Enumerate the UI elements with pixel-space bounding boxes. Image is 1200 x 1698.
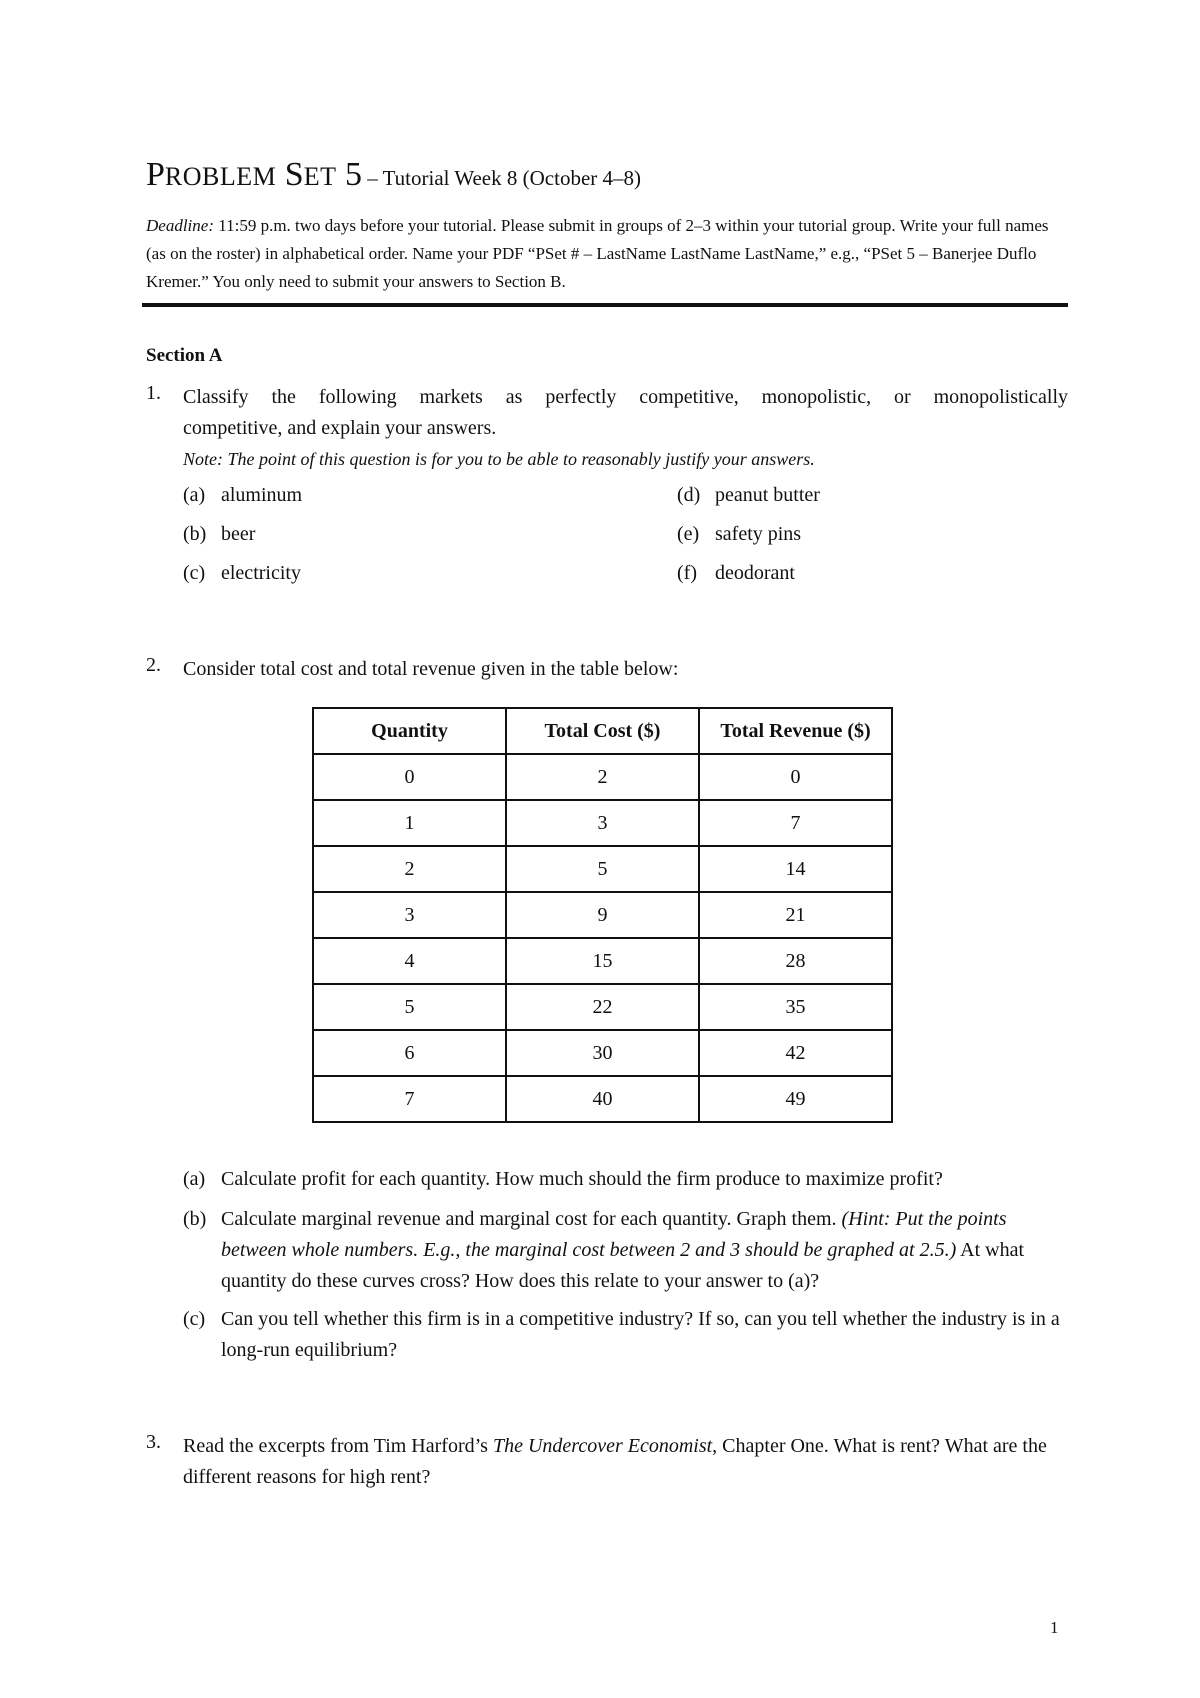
cell-total-revenue: 14 (699, 846, 892, 892)
cell-total-revenue: 7 (699, 800, 892, 846)
cell-quantity: 5 (313, 984, 506, 1030)
cell-total-cost: 15 (506, 938, 699, 984)
book-title: The Undercover Economist (492, 1435, 713, 1457)
deadline-label: Deadline: (146, 216, 214, 235)
cell-quantity: 2 (313, 846, 506, 892)
q3-text: Read the excerpts from Tim Harford’s The Undercover Economist, Chapter One. What is rent? What are the different reasons for high rent? (183, 1435, 1047, 1488)
header-divider (142, 303, 1068, 307)
title-subtitle: – Tutorial Week 8 (October 4–8) (361, 166, 642, 190)
title-s: S (284, 156, 304, 193)
q1-option-f: (f) deodorant (677, 562, 795, 584)
cost-revenue-table (312, 707, 893, 1123)
table-row (313, 846, 892, 892)
title-roblem: ROBLEM (164, 162, 277, 191)
q2-number: 2. (146, 654, 161, 676)
cell-total-revenue: 49 (699, 1076, 892, 1122)
q1-option-b: (b) beer (183, 523, 256, 545)
cell-quantity: 1 (313, 800, 506, 846)
section-a-heading: Section A (146, 345, 223, 366)
cell-total-cost: 22 (506, 984, 699, 1030)
table-header-row (313, 708, 892, 754)
cell-quantity: 3 (313, 892, 506, 938)
document-page: PROBLEM SET 5 – Tutorial Week 8 (October 4–8) Deadline: 11:59 p.m. two days before your tutorial. Please submit in groups of 2–3 within your tutorial group. Write your full names (as on the roster) in alphabetical order. Name your PDF “PSet # – LastName LastName LastName,” e.g., “PSet 5 – Banerjee Duflo Kremer.” You only need to submit your answers to Section B. Section A 1. Classify the following markets as perfectly competitive, monopolistic, or monopolistically competitive, and explain your answers. Note: The point of this question is for you to be able to reasonably justify your answers. (a) aluminum (b) beer (c) electricity (d) peanut butter (e) safety pins (f) deodorant 2. Consider total cost and total revenue given in the table below: Quantity Total Cost ($) Total Revenue ($) 0 2 0 1 3 7 2 5 14 3 9 21 4 15 28 5 22 35 6 30 42 7 40 49 (a) Calculate profit for each quantity. How much should the firm produce to maximize profit? (b) Calculate marginal revenue and marginal cost for each quantity. Graph them. (Hint: Put the points between whole numbers. E.g., the marginal cost between 2 and 3 should be graphed at 2.5.) At what quantity do these curves cross? How does this relate to your answer to (a)? (c) Can you tell whether this firm is in a competitive industry? If so, can you tell whether the industry is in a long-run equilibrium? 3. Read the excerpts from Tim Harford’s The Undercover Economist, Chapter One. What is rent? What are the different reasons for high rent? 1 (0, 0, 1200, 1698)
cell-total-revenue: 35 (699, 984, 892, 1030)
cell-total-revenue: 42 (699, 1030, 892, 1076)
q1-option-e: (e) safety pins (677, 523, 802, 545)
cell-total-cost: 2 (506, 754, 699, 800)
q1-line1: Classify the following markets as perfectly competitive, monopolistic, or monopolistically (183, 386, 1068, 408)
deadline-text: 11:59 p.m. two days before your tutorial. Please submit in groups of 2–3 within your tutorial group. Write your full names (as on the roster) in alphabetical order. Name your PDF “PSet # – LastName LastName LastName,” e.g., “PSet 5 – Banerjee Duflo Kremer.” You only need to submit your answers to Section B. (146, 216, 1049, 291)
title-p: P (146, 156, 165, 193)
cell-total-cost: 9 (506, 892, 699, 938)
cell-quantity: 4 (313, 938, 506, 984)
table-row (313, 984, 892, 1030)
q2-text: Consider total cost and total revenue given in the table below: (183, 658, 679, 680)
table-row (313, 938, 892, 984)
header-quantity: Quantity (313, 708, 506, 754)
table-row (313, 1030, 892, 1076)
cell-quantity: 7 (313, 1076, 506, 1122)
q1-option-a: (a) aluminum (183, 484, 303, 506)
table-row (313, 1076, 892, 1122)
cell-total-cost: 40 (506, 1076, 699, 1122)
page-number: 1 (1050, 1618, 1059, 1637)
q3-number: 3. (146, 1431, 161, 1453)
title-number: 5 (344, 156, 362, 193)
q1-note: Note: The point of this question is for you to be able to reasonably justify your answers. (183, 449, 815, 469)
q1-option-c: (c) electricity (183, 562, 301, 584)
q2-hint: (Hint: Put the points between whole numbers. E.g., the marginal cost between 2 and 3 should be graphed at 2.5.) (221, 1208, 1007, 1261)
header-total-revenue: Total Revenue ($) (699, 708, 892, 754)
table-row (313, 892, 892, 938)
q1-number: 1. (146, 382, 161, 404)
table-row (313, 800, 892, 846)
cell-total-revenue: 28 (699, 938, 892, 984)
q1-line2: competitive, and explain your answers. (183, 417, 497, 439)
cell-total-cost: 30 (506, 1030, 699, 1076)
title-et: ET (303, 162, 337, 191)
cell-total-cost: 5 (506, 846, 699, 892)
cell-total-revenue: 0 (699, 754, 892, 800)
header-total-cost: Total Cost ($) (506, 708, 699, 754)
cell-total-cost: 3 (506, 800, 699, 846)
cell-total-revenue: 21 (699, 892, 892, 938)
q1-option-d: (d) peanut butter (677, 484, 820, 506)
deadline-paragraph (146, 212, 1066, 296)
page-title (146, 156, 641, 194)
cell-quantity: 0 (313, 754, 506, 800)
table-row (313, 754, 892, 800)
cell-quantity: 6 (313, 1030, 506, 1076)
